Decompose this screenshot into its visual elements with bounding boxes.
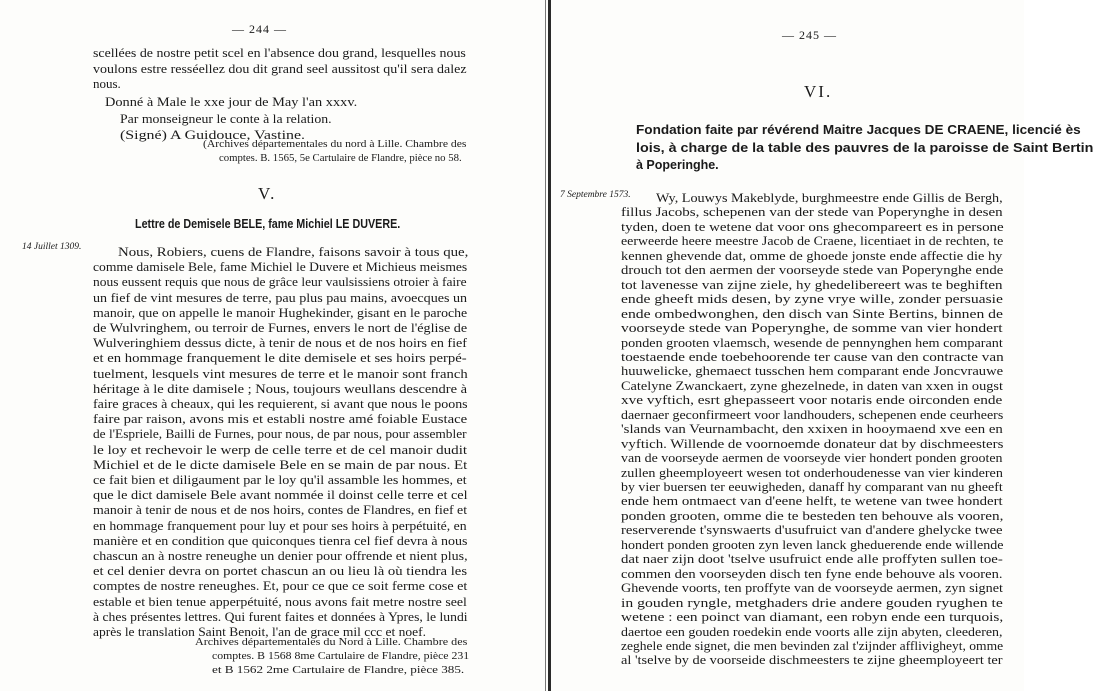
note-line: comptes. B 1568 8me Cartulaire de Flandre, pièce 231 bbox=[212, 651, 470, 662]
foundation-line: ende hem ontmaect van d'eene helft, te wetene van twee hondert bbox=[621, 493, 1003, 509]
letter-line: après le translation Saint Benoit, l'an de grace mil ccc et noef. bbox=[93, 624, 426, 639]
letter-line: chascun an à nostre reneughe un denier pour offrende et nient plus, bbox=[93, 548, 468, 563]
title-line: lois, à charge de la table des pauvres de la paroisse de Saint Bertin bbox=[636, 140, 1093, 155]
foundation-line: Catelyne Zwanckaert, zyne ghezelnede, in daten van xxen in ougst bbox=[621, 377, 1003, 393]
note-line: (Archives départementales du nord à Lille. Chambre des bbox=[203, 139, 467, 150]
foundation-line: daernaer geconfirmeert voor landhouders, schepenen ende ceurheers bbox=[621, 406, 1004, 422]
left-page bbox=[0, 0, 538, 691]
letter-line: nous eussent requis que nous de grâce leur vaulsissiens otroier à faire bbox=[93, 274, 467, 290]
right-page bbox=[560, 0, 1093, 691]
foundation-line: xve vyftich, esrt ghepasseert voor notaris ende oirconden ende bbox=[621, 392, 1003, 408]
page-gutter bbox=[548, 0, 551, 691]
letter-line: Wulveringhiem dessus dicte, à tenir de nous et de nos hoirs en fief bbox=[93, 335, 467, 351]
foundation-line: ponden grooten, omme die te besteden ten behouve als vooren, bbox=[621, 507, 1004, 523]
title-line: Fondation faite par révérend Maitre Jacques DE CRAENE, licencié ès bbox=[636, 123, 1081, 137]
foundation-line: commen den voorseyden disch ten fyne ende behouve als vooren. bbox=[621, 565, 1003, 581]
foundation-line: drouch tot den aermen der voorseyde stede van Poperynghe ende bbox=[621, 262, 1004, 278]
letter-line: comme damisele Bele, fame Michiel le Duvere et Michieus meismes bbox=[93, 259, 468, 275]
text-line: nous. bbox=[93, 76, 121, 91]
letter-line: manière et en condition que quiconques tienra cel fief devra à nous bbox=[93, 532, 468, 548]
letter-line: Nous, Robiers, cuens de Flandre, faisons savoir à tous que, bbox=[118, 244, 469, 259]
foundation-line: toestaende ende toebehoorende ter cause van den contracte van bbox=[621, 348, 1004, 364]
closing-line: (Signé) A Guidouce, Vastine. bbox=[120, 127, 306, 142]
letter-line: manoir, que on appelle le manoir Hughekinder, gisant en le paroche bbox=[93, 304, 468, 320]
letter-line: un fief de vint mesures de terre, pau plus pau mains, avoecques un bbox=[93, 289, 468, 305]
gutter-shadow bbox=[545, 0, 546, 691]
foundation-line: voorseyde stede van Poperynghe, de somme van vier hondert bbox=[621, 320, 1003, 336]
letter-line: de l'Espriele, Bailli de Furnes, pour nous, de par nous, pour assembler bbox=[93, 426, 467, 442]
foundation-line: fillus Jacobs, schepenen van der stede van Poperynghe in desen bbox=[621, 204, 1003, 220]
foundation-line: Wy, Louwys Makeblyde, burghmeestre ende Gillis de Bergh, bbox=[656, 190, 1003, 205]
letter-line: et en hommage franquement le dite demisele et ses hoirs perpé- bbox=[93, 350, 467, 366]
letter-line: estable et bien tenue apperpétuité, nous avons fait metre nostre seel bbox=[93, 593, 467, 609]
page-number-left: — 244 — bbox=[232, 22, 287, 36]
letter-line: de Wulvringhem, ou terroir de Furnes, envers le nort de l'église de bbox=[93, 320, 468, 335]
foundation-line: reserverende t'synswaerts d'usufruict van d'andere ghelycke twee bbox=[621, 522, 1003, 538]
letter-line: ce fait bien et diligaument par le loy qu'il assamble les hommes, et bbox=[93, 472, 467, 487]
letter-line: et cel denier devra on portet chascun an ou lieu là où tiendra les bbox=[93, 563, 468, 579]
section-number-v: V. bbox=[258, 184, 277, 203]
letter-line: Michiel et de le dicte damisele Bele en se main de par nous. Et bbox=[93, 456, 468, 472]
section-title-v: Lettre de Demisele BELE, fame Michiel LE DUVERE. bbox=[135, 217, 401, 231]
foundation-line: in gouden ryngle, metghaders drie andere gouden ryughen te bbox=[621, 594, 1003, 610]
closing-line: Donné à Male le xxe jour de May l'an xxxv. bbox=[105, 94, 358, 109]
foundation-line: zullen gheemployeert wesen tot onderhoudenesse van vier kinderen bbox=[621, 464, 1003, 480]
note-line: Archives départementales du Nord à Lille. Chambre des bbox=[195, 637, 468, 648]
foundation-line: ende gheeft mids desen, by zyne vrye wille, zonder persuasie bbox=[621, 291, 1003, 307]
text-line: scellées de nostre petit scel en l'absence dou grand, lesquelles nous bbox=[93, 45, 466, 60]
letter-line: tuelment, lesquels vint mesures de terre et le manoir sont franch bbox=[93, 365, 468, 381]
foundation-line: 'slands van Veurnambacht, den xxixen in hooymaend xve een en bbox=[621, 421, 1003, 437]
section-number-vi: VI. bbox=[804, 82, 833, 101]
letter-line: comptes de nostre reneughes. Et, pour ce que ce soit ferme cose et bbox=[93, 578, 468, 594]
letter-line: que le dict damisele Bele avant nommée il doinst celle terre et cel bbox=[93, 487, 468, 503]
foundation-line: kennen ghevende dat, omme de ghoede jonste ende affectie die hy bbox=[621, 247, 1003, 263]
letter-line: manoir à tenir de nous et de nos hoirs, contes de Flandres, en fief et bbox=[93, 502, 468, 518]
foundation-line: dat naer zijn doot 'tselve usufruict ende alle proffyten sullen toe- bbox=[621, 551, 1003, 567]
title-line: à Poperinghe. bbox=[636, 158, 719, 172]
letter-line: à ches présentes lettres. Qui furent faites et données à Ypres, le lundi bbox=[93, 608, 468, 624]
foundation-line: zeghele ende signet, die men bevinden zal t'zijnder afflivigheyt, omme bbox=[621, 637, 1004, 653]
foundation-line: wetene : een poinct van diamant, een robyn ende een turquois, bbox=[621, 609, 1004, 625]
foundation-line: by vier buersen ter eeuwigheden, danaff hy comparant van nu gheeft bbox=[621, 479, 1003, 494]
foundation-line: al 'tselve by de voorseide dischmeesters te zijne gheemployeert ter bbox=[621, 652, 1003, 668]
note-line: et B 1562 2me Cartulaire de Flandre, pièce 385. bbox=[212, 665, 465, 676]
letter-line: faire par raison, avons mis et establi nostre amé foiable Eustace bbox=[93, 411, 468, 427]
foundation-line: tot lavenesse van zijne ziele, hy ghedelibereert was te beghiften bbox=[621, 276, 1003, 292]
margin-date-left: 14 Juillet 1309. bbox=[22, 242, 82, 252]
foundation-line: tyden, doen te wetene dat voor ons ghecompareert es in persone bbox=[621, 218, 1004, 234]
foundation-line: ende ombedwonghen, den disch van Sinte Bertins, binnen de bbox=[621, 305, 1003, 321]
foundation-line: huuwelicke, ghemaect tusschen hem comparant ende Joncvrauwe bbox=[621, 363, 1004, 379]
margin-date-right: 7 Septembre 1573. bbox=[560, 190, 631, 200]
foundation-line: van de voorseyde aermen de voorseyde vier hondert ponden grooten bbox=[621, 450, 1003, 466]
foundation-line: vyftich. Willende de voornoemde donateur dat by dischmeesters bbox=[621, 435, 1004, 451]
text-line: voulons estre resséellez dou dit grand seel aussitost qu'il sera dalez bbox=[93, 60, 467, 76]
letter-line: héritage à le dite damisele ; Nous, toujours weullans descendre à bbox=[93, 380, 468, 396]
letter-line: faire graces à cheaux, qui les requierent, si avant que nous le poons bbox=[93, 396, 468, 411]
foundation-line: ponden grooten vlaemsch, wesende de pennynghen hem comparant bbox=[621, 334, 1003, 350]
foundation-line: daertoe een gouden roedekin ende voorts alle zijn abyten, cleederen, bbox=[621, 623, 1003, 639]
note-line: comptes. B. 1565, 5e Cartulaire de Flandre, pièce no 58. bbox=[219, 153, 462, 164]
foundation-line: hondert ponden grooten zyn leven lanck gheduerende ende willende bbox=[621, 536, 1004, 552]
page-number-right: — 245 — bbox=[782, 28, 837, 42]
letter-line: le loy et rechevoir le werp de celle terre et de cel manoir dudit bbox=[93, 441, 468, 457]
foundation-line: Ghevende voorts, ten proffyte van de voorseyde aermen, zyn signet bbox=[621, 580, 1003, 596]
foundation-line: eerweerde heere meestre Jacob de Craene, licentiaet in de rechten, te bbox=[621, 233, 1004, 249]
letter-line: en hommage franquement pour luy et pour ses hoirs à perpétuité, en bbox=[93, 517, 467, 533]
closing-line: Par monseigneur le conte à la relation. bbox=[120, 110, 332, 126]
